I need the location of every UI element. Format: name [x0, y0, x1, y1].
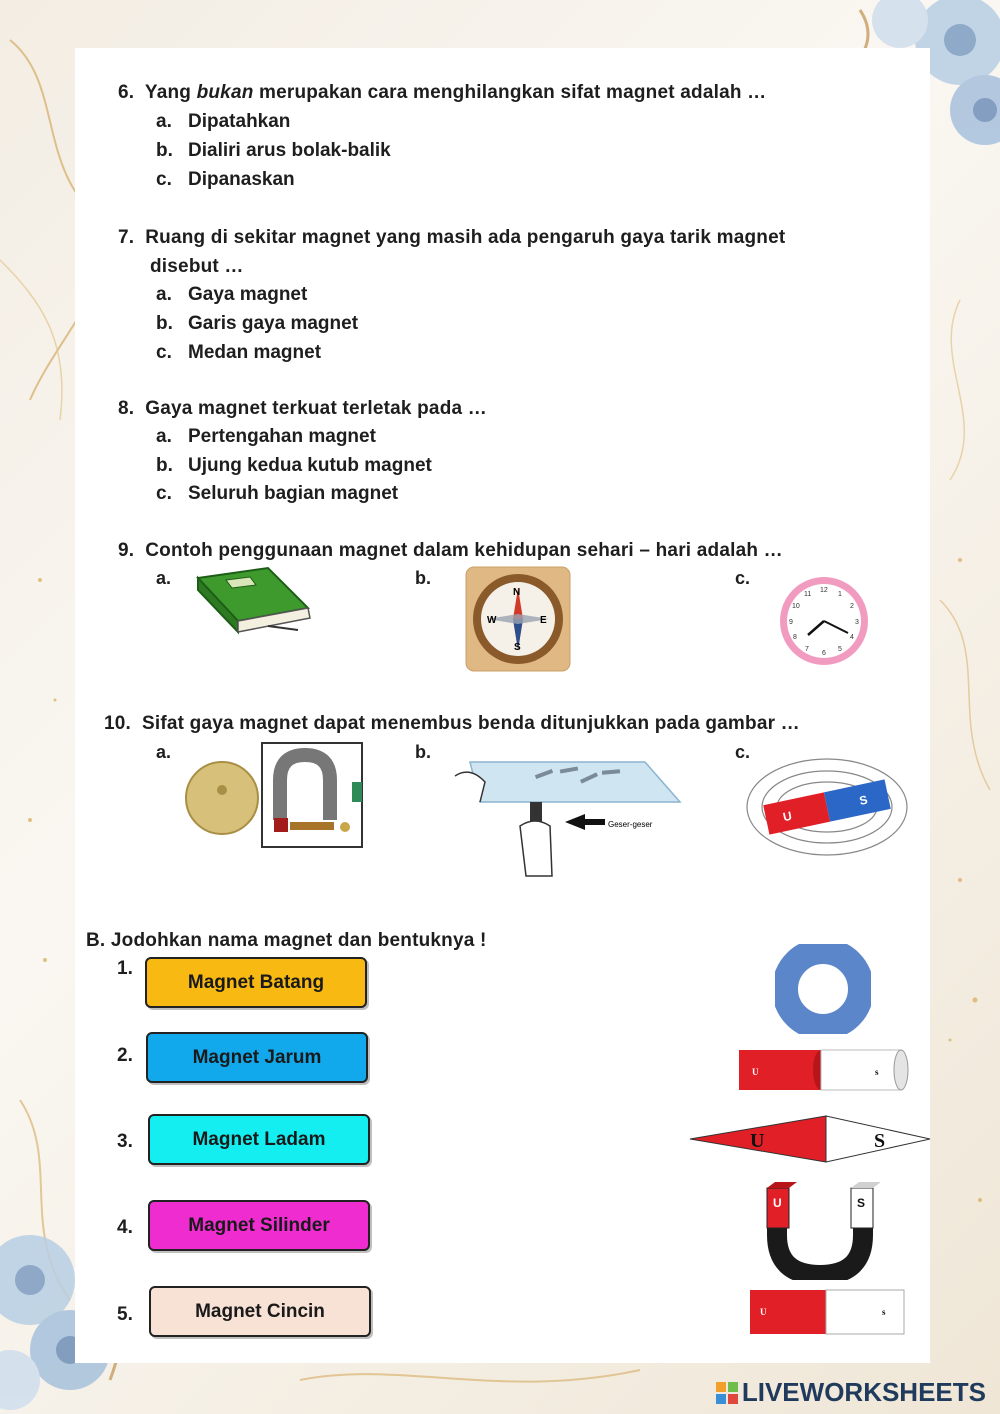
clock-num: 1 — [838, 591, 842, 598]
question-10 — [104, 713, 800, 735]
match-item-cincin[interactable]: Magnet Cincin — [149, 1286, 371, 1337]
bar-u-label: U — [760, 1307, 767, 1317]
option-text: Dialiri arus bolak-balik — [188, 140, 391, 161]
option-letter: b. — [156, 140, 173, 161]
option-letter: a. — [156, 111, 172, 132]
question-text: Contoh penggunaan magnet dalam kehidupan sehari – hari adalah … — [145, 540, 783, 561]
match-item-silinder[interactable]: Magnet Silinder — [148, 1200, 370, 1251]
option-7a[interactable] — [156, 284, 307, 306]
option-6b[interactable] — [156, 140, 391, 162]
option-8c[interactable] — [156, 483, 398, 505]
question-text: Sifat gaya magnet dapat menembus benda ditunjukkan pada gambar … — [141, 713, 800, 734]
option-9c-label[interactable]: c. — [735, 568, 751, 588]
option-9b-label[interactable]: b. — [415, 568, 431, 588]
question-8 — [118, 398, 487, 420]
option-6c[interactable] — [156, 169, 295, 191]
option-letter: c. — [156, 483, 172, 504]
clock-image[interactable] — [772, 575, 876, 667]
question-number: 8. — [118, 398, 135, 419]
option-8b[interactable] — [156, 455, 432, 477]
logo-letter-box — [716, 1394, 726, 1404]
magnet-s-label: S — [858, 792, 869, 808]
compass-s-label: S — [514, 642, 521, 653]
clock-num: 5 — [838, 646, 842, 653]
match-item-jarum[interactable]: Magnet Jarum — [146, 1032, 368, 1083]
clock-num: 11 — [804, 591, 812, 598]
logo-squares-icon — [716, 1382, 738, 1404]
logo-letter-box — [728, 1394, 738, 1404]
clock-num: 4 — [850, 634, 854, 641]
match-number: 5. — [117, 1304, 133, 1325]
compass-image[interactable] — [465, 566, 571, 672]
option-7c[interactable] — [156, 342, 321, 364]
option-6a[interactable] — [156, 111, 290, 133]
compass-w-label: W — [487, 615, 497, 626]
question-6 — [118, 82, 766, 104]
match-number: 1. — [117, 958, 133, 979]
option-9a-label[interactable]: a. — [156, 568, 172, 588]
option-10a-label[interactable]: a. — [156, 742, 172, 762]
clock-num: 6 — [822, 650, 826, 657]
electric-bell-image[interactable] — [180, 740, 380, 860]
option-letter: a. — [156, 284, 172, 305]
match-number: 4. — [117, 1217, 133, 1238]
question-text: Ruang di sekitar magnet yang masih ada pengaruh gaya tarik magnet — [145, 227, 786, 248]
ring-magnet-shape[interactable] — [775, 944, 871, 1034]
option-letter: c. — [156, 169, 172, 190]
match-number: 2. — [117, 1045, 133, 1066]
question-emphasis: bukan — [196, 82, 254, 103]
question-7-line2 — [150, 256, 244, 278]
option-10b-label[interactable]: b. — [415, 742, 431, 762]
option-letter: b. — [156, 455, 173, 476]
match-item-ladam[interactable]: Magnet Ladam — [148, 1114, 370, 1165]
bar-s-label: s — [882, 1307, 886, 1317]
option-text: Ujung kedua kutub magnet — [188, 455, 432, 476]
paper-magnet-image[interactable] — [440, 756, 685, 886]
clock-num: 3 — [855, 619, 859, 626]
magnet-u-label: U — [781, 808, 794, 825]
needle-u-label: U — [750, 1130, 765, 1152]
question-text: disebut … — [150, 256, 244, 277]
option-8a[interactable] — [156, 426, 376, 448]
option-text: Seluruh bagian magnet — [188, 483, 399, 504]
question-text: Yang — [144, 82, 197, 103]
clock-num: 12 — [820, 587, 828, 594]
geser-label: Geser-geser — [608, 820, 653, 829]
match-number: 3. — [117, 1131, 133, 1152]
bar-magnet-field-image[interactable] — [742, 752, 912, 862]
question-text: merupakan cara menghilangkan sifat magnet adalah … — [253, 82, 767, 103]
clock-num: 10 — [792, 603, 800, 610]
cylinder-magnet-shape[interactable] — [735, 1046, 910, 1094]
horseshoe-magnet-shape[interactable] — [765, 1180, 880, 1280]
clock-num: 8 — [793, 634, 797, 641]
option-text: Dipatahkan — [188, 111, 291, 132]
clock-num: 7 — [805, 646, 809, 653]
option-text: Dipanaskan — [188, 169, 295, 190]
option-text: Garis gaya magnet — [188, 313, 359, 334]
question-text: Gaya magnet terkuat terletak pada … — [145, 398, 487, 419]
option-text: Gaya magnet — [188, 284, 308, 305]
option-text: Medan magnet — [188, 342, 322, 363]
option-letter: a. — [156, 426, 172, 447]
clock-num: 9 — [789, 619, 793, 626]
logo-letter-box — [716, 1382, 726, 1392]
option-letter: b. — [156, 313, 173, 334]
option-text: Pertengahan magnet — [188, 426, 376, 447]
cylinder-s-label: s — [875, 1067, 879, 1077]
bar-magnet-shape[interactable] — [748, 1288, 908, 1336]
brand-name: LIVEWORKSHEETS — [741, 1377, 986, 1407]
question-7 — [118, 227, 785, 249]
section-b-title: B. Jodohkan nama magnet dan bentuknya ! — [86, 930, 487, 951]
cylinder-u-label: U — [752, 1067, 759, 1077]
needle-s-label: S — [874, 1130, 886, 1152]
match-item-batang[interactable]: Magnet Batang — [145, 957, 367, 1008]
option-7b[interactable] — [156, 313, 358, 335]
liveworksheets-logo[interactable] — [716, 1377, 986, 1408]
question-number: 9. — [118, 540, 135, 561]
question-number: 6. — [118, 82, 135, 103]
compass-n-label: N — [513, 587, 521, 598]
horseshoe-s-label: S — [857, 1196, 866, 1210]
option-letter: c. — [156, 342, 172, 363]
clock-num: 2 — [850, 603, 854, 610]
needle-magnet-shape[interactable] — [688, 1114, 933, 1164]
option-10c-label[interactable]: c. — [735, 742, 751, 762]
logo-letter-box — [728, 1382, 738, 1392]
horseshoe-u-label: U — [773, 1196, 782, 1210]
question-number: 10. — [104, 713, 132, 734]
question-9 — [118, 540, 783, 562]
book-image[interactable] — [188, 566, 318, 636]
question-number: 7. — [118, 227, 135, 248]
compass-e-label: E — [540, 615, 547, 626]
